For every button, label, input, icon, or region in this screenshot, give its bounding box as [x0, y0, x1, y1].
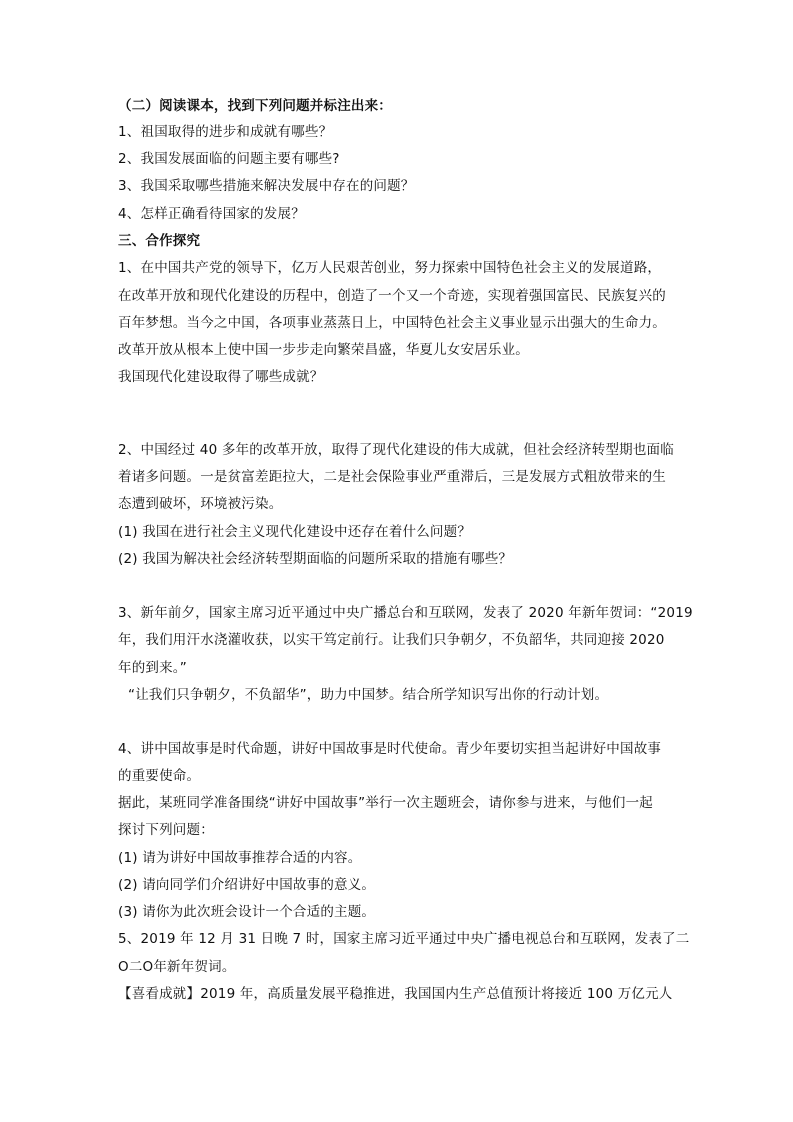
- item4-question-1: (1) 请为讲好中国故事推荐合适的内容。: [118, 850, 362, 866]
- item2-question-2: (2) 我国为解决社会经济转型期面临的问题所采取的措施有哪些？: [118, 551, 513, 567]
- section-heading-reading: （二）阅读课本，找到下列问题并标注出来：: [118, 98, 392, 114]
- item5-line-2: O二O年新年贺词。: [118, 959, 236, 975]
- item4-question-2: (2) 请向同学们介绍讲好中国故事的意义。: [118, 877, 376, 893]
- item5-line-3: 【喜看成就】2019 年，高质量发展平稳推进，我国国内生产总值预计将接近 100 万亿元人: [118, 986, 673, 1002]
- item1-line-4: 改革开放从根本上使中国一步步走向繁荣昌盛，华夏儿女安居乐业。: [118, 342, 529, 358]
- item2-line-3: 态遭到破坏，环境被污染。: [118, 496, 283, 512]
- item3-line-3: 年的到来。”: [118, 660, 187, 676]
- reading-question-2: 2、我国发展面临的问题主要有哪些?: [118, 151, 340, 167]
- item2-line-2: 着诸多问题。一是贫富差距拉大，二是社会保险事业严重滞后，三是发展方式粗放带来的生: [118, 469, 666, 485]
- item1-line-2: 在改革开放和现代化建设的历程中，创造了一个又一个奇迹，实现着强国富民、民族复兴的: [118, 288, 666, 304]
- item4-line-4: 探讨下列问题：: [118, 822, 214, 838]
- item1-question: 我国现代化建设取得了哪些成就？: [118, 369, 324, 385]
- item4-line-2: 的重要使命。: [118, 768, 201, 784]
- item2-line-1: 2、中国经过 40 多年的改革开放，取得了现代化建设的伟大成就，但社会经济转型期也面临: [118, 442, 674, 458]
- item3-line-2: 年，我们用汗水浇灌收获，以实干笃定前行。让我们只争朝夕，不负韶华，共同迎接 2020: [118, 632, 665, 648]
- item4-question-3: (3) 请你为此次班会设计一个合适的主题。: [118, 904, 376, 920]
- item3-line-1: 3、新年前夕，国家主席习近平通过中央广播总台和互联网，发表了 2020 年新年贺词：“2019: [118, 605, 693, 621]
- item1-line-1: 1、在中国共产党的领导下，亿万人民艰苦创业，努力探索中国特色社会主义的发展道路，: [118, 260, 662, 276]
- item4-line-3: 据此，某班同学准备围绕“讲好中国故事”举行一次主题班会，请你参与进来，与他们一起: [118, 795, 653, 811]
- item5-line-1: 5、2019 年 12 月 31 日晚 7 时，国家主席习近平通过中央广播电视总台和互联网，发表了二: [118, 931, 690, 947]
- section-heading-cooperation: 三、合作探究: [118, 233, 201, 249]
- item3-question: “让我们只争朝夕，不负韶华”，助力中国梦。结合所学知识写出你的行动计划。: [128, 687, 609, 703]
- reading-question-1: 1、祖国取得的进步和成就有哪些？: [118, 124, 333, 140]
- item1-line-3: 百年梦想。当今之中国，各项事业蒸蒸日上，中国特色社会主义事业显示出强大的生命力。: [118, 315, 666, 331]
- item4-line-1: 4、讲中国故事是时代命题，讲好中国故事是时代使命。青少年要切实担当起讲好中国故事: [118, 741, 662, 757]
- reading-question-4: 4、怎样正确看待国家的发展？: [118, 206, 305, 222]
- item2-question-1: (1) 我国在进行社会主义现代化建设中还存在着什么问题？: [118, 524, 472, 540]
- reading-question-3: 3、我国采取哪些措施来解决发展中存在的问题？: [118, 178, 415, 194]
